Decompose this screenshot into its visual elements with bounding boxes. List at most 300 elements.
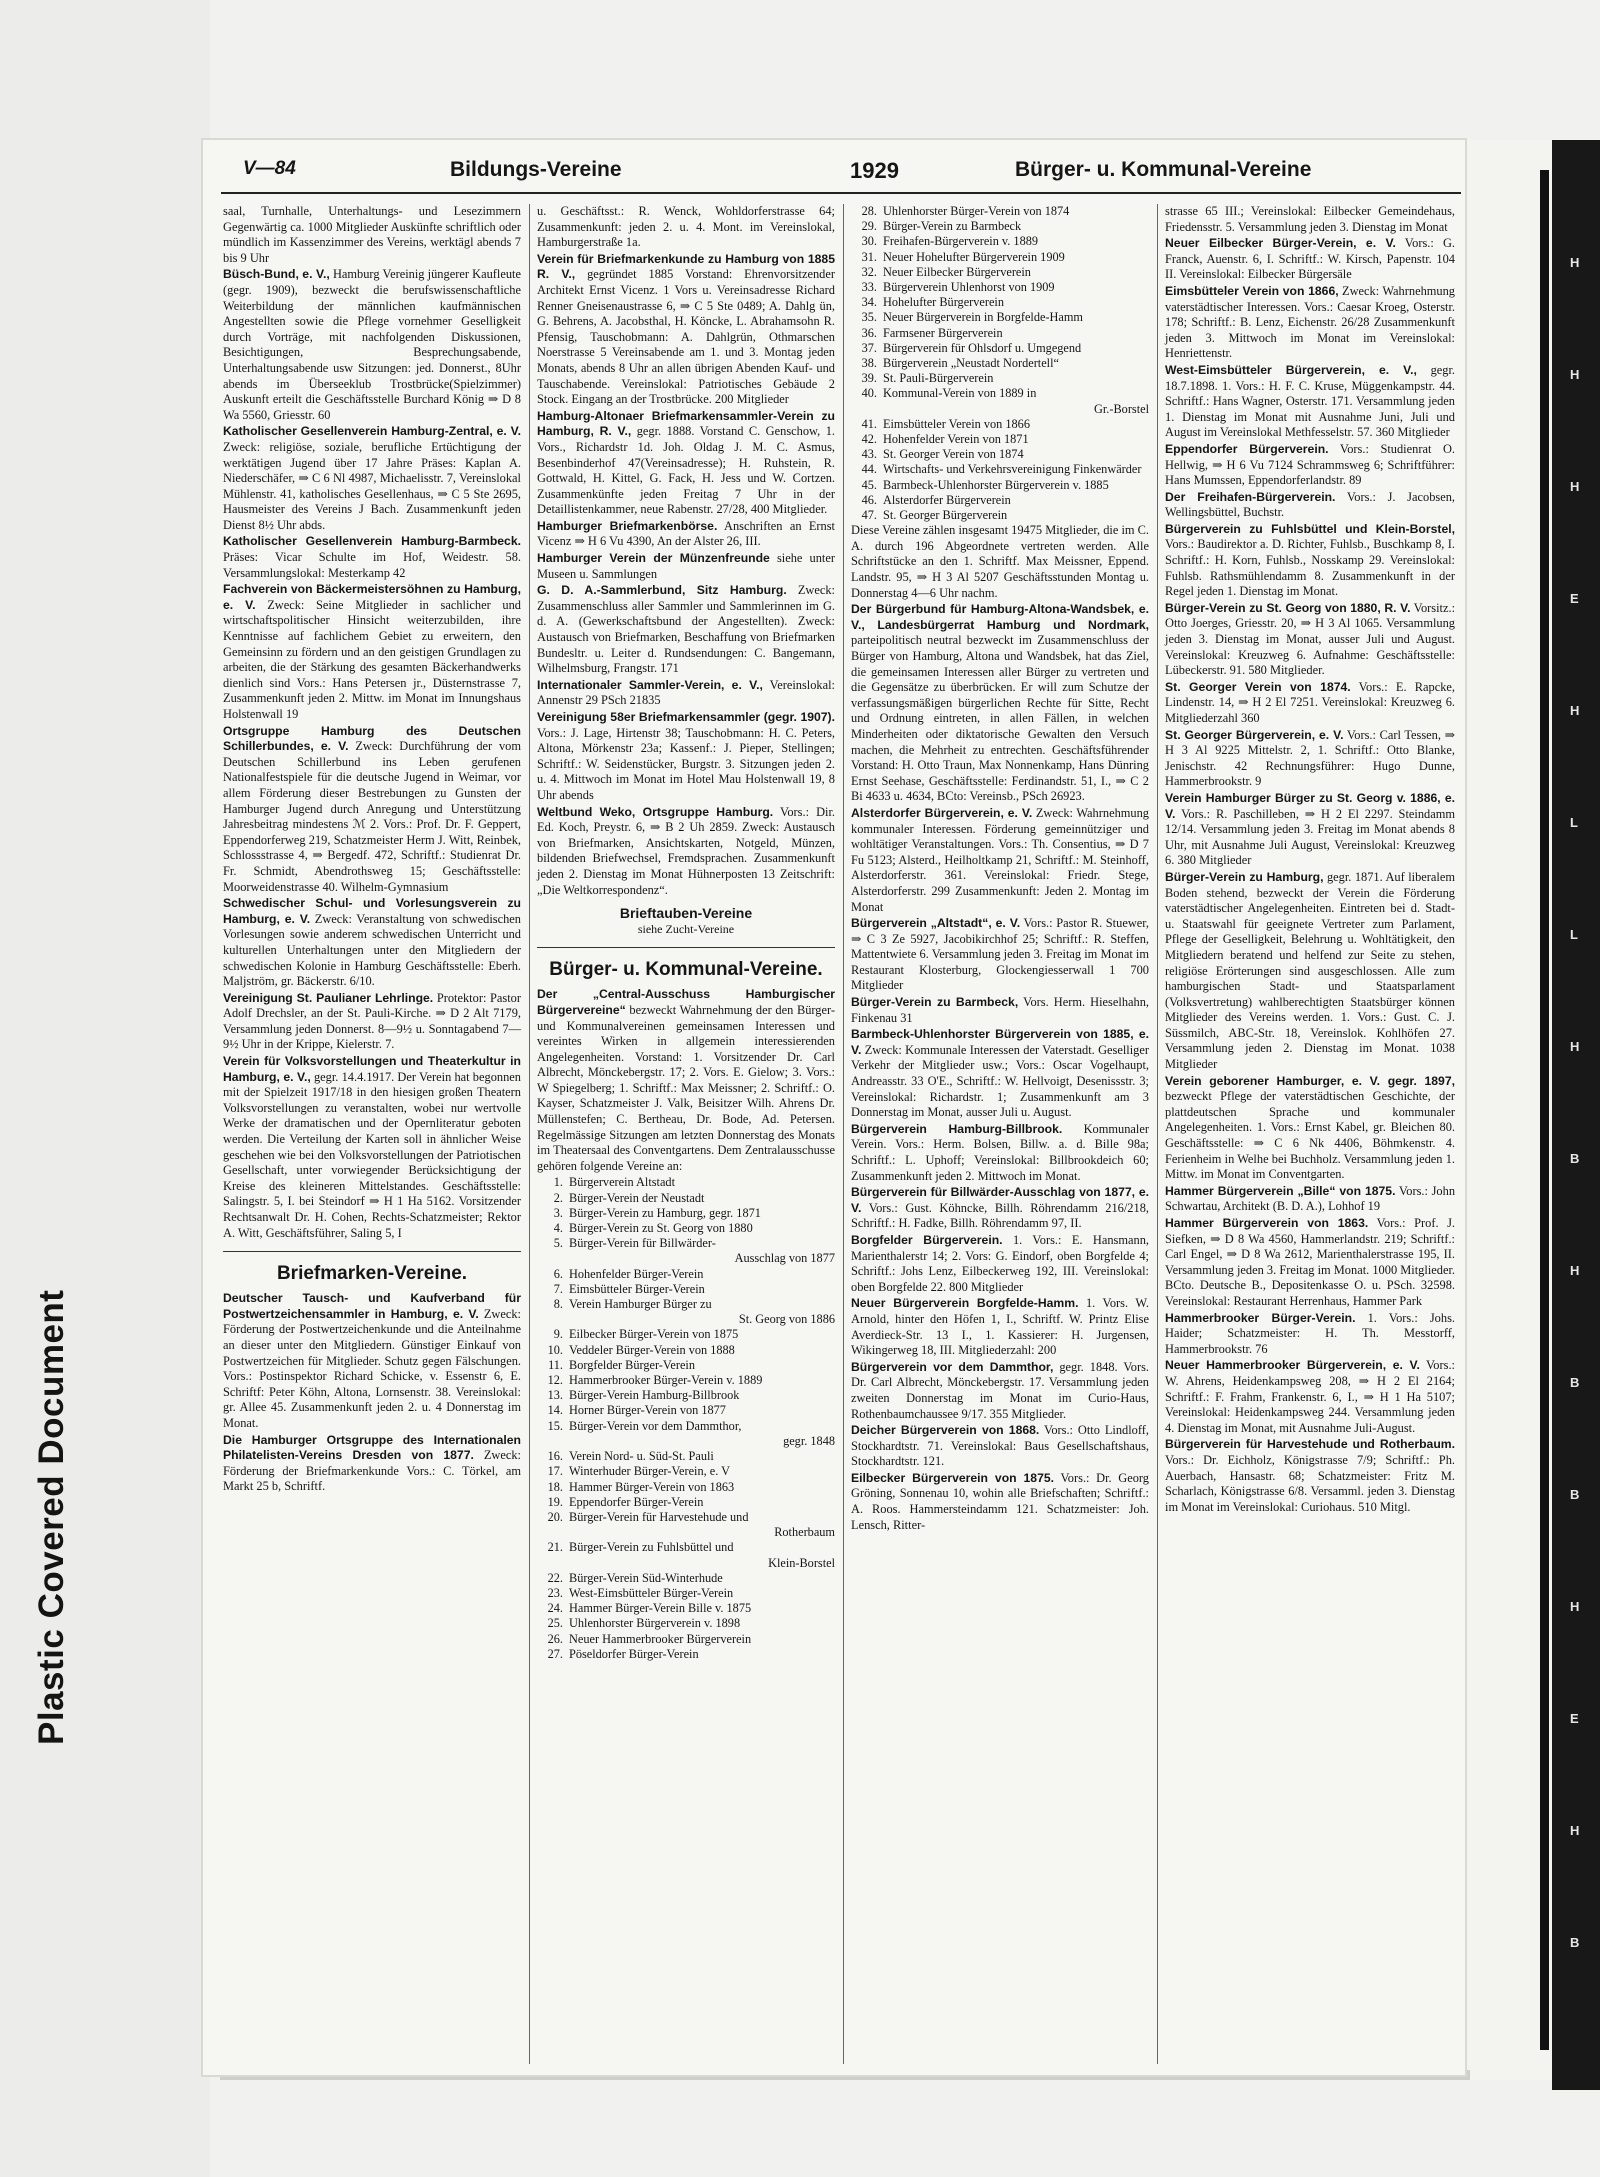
entry-name: Vereinigung St. Paulianer Lehrlinge. bbox=[223, 990, 434, 1005]
member-number bbox=[851, 402, 883, 417]
entry-text: bezweckt Pflege der vaterstädtischen Geschichte, der plattdeutschen Sprache und kommunaler Angelegenheiten. 1. Vors.: Ernst Kabel, gr. Bleichen 80. Geschäftsstelle: ⇒ C 6 Nk 4406, Böhmkenstr. 4. Ferienheim in Welhe bei Buchholz. Versammlung jeden 1. Mittw. im Monat im Conventgarten. bbox=[1165, 1089, 1455, 1182]
member-name: Eimsbütteler Bürger-Verein bbox=[569, 1281, 705, 1296]
member-list-item bbox=[537, 1358, 835, 1373]
entry-name: Deicher Bürgerverein von 1868. bbox=[851, 1423, 1040, 1438]
entry-text: Zweck: Durchführung der vom Deutschen Schillerbund ins Leben gerufenen Nationalfestspiele für die deutsche Jugend in Weimar, vor allem Förderung dieser Bestrebungen zu Gunsten der Hamburger Jugend durch Anregung und Unterstützung Jahresbeitrag mindestens ℳ 2. Vors.: Prof. Dr. F. Geppert, Eppendorferweg 219, Schatzmeister Herm J. Witt, Reinbek, Schlossstrasse 4, ⇒ Bergedf. 472, Schriftf.: Studienrat Dr. Fr. Schmidt, Abendrothsweg 15; Geschäftsstelle: Moorweidenstrasse 40. Wilhelm-Gymnasium bbox=[223, 739, 521, 894]
member-number: 20. bbox=[547, 1509, 563, 1524]
member-number: 19. bbox=[547, 1494, 563, 1509]
member-number: 33. bbox=[861, 280, 877, 295]
edge-letter: L bbox=[1570, 815, 1578, 830]
directory-entry bbox=[537, 583, 835, 677]
entry-name: Internationaler Sammler-Verein, e. V., bbox=[537, 677, 763, 692]
entry-text: siehe unter Museen u. Sammlungen bbox=[537, 551, 836, 581]
member-list-item bbox=[537, 1495, 835, 1510]
member-name: St. Georger Verein von 1874 bbox=[883, 447, 1024, 462]
entry-text: Zweck: Förderung der Briefmarkenkunde Vors.: C. Törkel, am Markt 25 b, Schriftf. bbox=[223, 1448, 521, 1494]
member-number: 6. bbox=[553, 1266, 563, 1281]
member-list-item bbox=[851, 371, 1149, 386]
member-number: 34. bbox=[861, 295, 877, 310]
column-3 bbox=[851, 204, 1149, 1534]
entry-text: Zweck: Förderung der Postwertzeichenkunde und die Anteilnahme an dieser unter den Mitgliedern. Günstiger Einkauf von Postwertzeichen für Mitglieder. Schutz gegen Fälschungen. Vors.: Postinspektor Richard Schicke, v. Essenstr 6, E. Schriftf: Peter Köhn, Altona, Lornsenstr. 38. Vereinslokal: gr. Allee 45. Zusammenkunft jeden 2. u. 4 Donnerstag im Monat. bbox=[223, 1306, 521, 1430]
member-number: 32. bbox=[861, 264, 877, 279]
member-name: Bürgerverein Uhlenhorst von 1909 bbox=[883, 280, 1055, 295]
member-list-item bbox=[851, 204, 1149, 219]
entry-text: Vors. Herm. Hieselhahn, Finkenau 31 bbox=[851, 995, 1150, 1025]
directory-entry bbox=[1165, 1184, 1455, 1215]
member-name: Bürger-Verein der Neustadt bbox=[569, 1190, 705, 1205]
member-list-item bbox=[537, 1586, 835, 1601]
entry-text: 1. Vors.: Johs. Haider; Schatzmeister: H. Th. Messtorff, Hammerbrookstr. 76 bbox=[1165, 1310, 1455, 1356]
header-rule bbox=[221, 192, 1461, 194]
member-list-item bbox=[537, 1647, 835, 1662]
member-number: 39. bbox=[861, 371, 877, 386]
entry-text: Vors.: Pastor R. Stuewer, ⇒ C 3 Ze 5927, Jacobikirchhof 25; Schriftf.: R. Steffen, Mattentwiete 6. Versammlung jeden 3. Freitag im Monat im Restaurant Klosterburg, Glockengiesserwall 1 700 Mitglieder bbox=[851, 916, 1149, 993]
member-name: Hohelufter Bürgerverein bbox=[883, 295, 1004, 310]
entry-text: Vors.: Otto Lindloff, Stockhardtstr. 71. Vereinslokal: Baus Gesellschaftshaus, Stockhardtstr. 121. bbox=[851, 1423, 1149, 1469]
column-rule bbox=[529, 204, 530, 2064]
entry-text: Vors.: Dr. Eichholz, Königstrasse 7/9; Schriftf.: Ph. Auerbach, Hansastr. 68; Schatzmeister: Fritz M. Scharlach, Königstrasse 6/8. Versamml. jeden 3. Dienstag im Monat im Vereinslokal: Curiohaus. 510 Mitgl. bbox=[1165, 1452, 1455, 1514]
member-list-item bbox=[537, 1510, 835, 1525]
member-number bbox=[537, 1434, 569, 1449]
member-name: Veddeler Bürger-Verein von 1888 bbox=[569, 1342, 735, 1357]
entry-text: Protektor: Pastor Adolf Drechsler, an der St. Pauli-Kirche. ⇒ D 2 Alt 7179, Versammlung jeden Donnerst. 8—9½ u. Sonntagabend 7—9½ Uhr in der Krippe, Kielerstr. 7. bbox=[223, 990, 521, 1052]
entry-text: Vors.: G. Franck, Auenstr. 6, I. Schriftf.: W. Kirsch, Papenstr. 104 II. Vereinslokal: Eilbecker Bürgersäle bbox=[1165, 236, 1455, 282]
member-name: Verein Nord- u. Süd-St. Pauli bbox=[569, 1449, 714, 1464]
entry-name: Neuer Hammerbrooker Bürgerverein, e. V. bbox=[1165, 1358, 1420, 1373]
member-number: 18. bbox=[547, 1479, 563, 1494]
member-name: Winterhuder Bürger-Verein, e. V bbox=[569, 1464, 730, 1479]
member-name: Bürger-Verein zu Hamburg, gegr. 1871 bbox=[569, 1205, 761, 1220]
member-list-item bbox=[851, 310, 1149, 325]
directory-entry bbox=[851, 1296, 1149, 1358]
member-number: 5. bbox=[553, 1236, 563, 1251]
entry-name: Hamburger Briefmarkenbörse. bbox=[537, 518, 718, 533]
entry-text: Zweck: religiöse, soziale, berufliche Ertüchtigung der werktätigen Jugend über 17 Jahre Präses: Kaplan A. Niederschäfer, ⇒ C 6 Nl 4987, Michaelisstr. 7, Vereinslokal Mühlenstr. 41, katholisches Gesellenhaus, ⇒ C 5 Ste 2695, Hausmeister des Vereins J Bach. Zusammenkunft jeden Dienst 8½ Uhr abds. bbox=[223, 439, 521, 532]
member-list-item bbox=[537, 1297, 835, 1312]
member-name: Barmbeck-Uhlenhorster Bürgerverein v. 1885 bbox=[883, 477, 1109, 492]
entry-text: Vors.: J. Jacobsen, Wellingsbüttel, Buchstr. bbox=[1165, 489, 1456, 520]
edge-letter: H bbox=[1570, 703, 1580, 718]
member-name: Eppendorfer Bürger-Verein bbox=[569, 1494, 704, 1509]
directory-entry bbox=[851, 1027, 1149, 1121]
member-name: St. Georger Bürgerverein bbox=[883, 508, 1008, 523]
member-number: 1. bbox=[553, 1175, 563, 1190]
member-list-item bbox=[537, 1601, 835, 1616]
member-name: Bürger-Verein Süd-Winterhude bbox=[569, 1570, 723, 1585]
entry-text: Anschriften an Ernst Vicenz ⇒ H 6 Vu 4390, An der Alster 26, III. bbox=[537, 518, 835, 549]
entry-text: gegr. 1888. Vorstand C. Genschow, 1. Vors., Richardstr 1d. Joh. Oldag J. M. C. Asmus, Besenbinderhof 47(Vereinsadresse); H. Ruhstein, R. Gottwald, H. Kittel, G. Fack, H. Jess und W. Cortzen. Zusammenkünfte jeden Freitag 7 Uhr in der Detaillistenkammer, neue Rabenstr. 27/28, 400 Mitglieder. bbox=[537, 424, 835, 517]
member-number: 45. bbox=[861, 477, 877, 492]
member-list-item bbox=[537, 1434, 835, 1449]
entry-text: 1. Vors. W. Arnold, hinter den Höfen 1, I., Schriftf. W. Printz Elise Averdieck-Str. 13 I., 1. Kassierer: H. Jurgensen, Wikingerweg 18, III. Mitgliederzahl: 200 bbox=[851, 1296, 1149, 1358]
member-number: 28. bbox=[861, 204, 877, 218]
directory-entry bbox=[1165, 870, 1455, 1073]
member-list-item bbox=[851, 432, 1149, 447]
directory-entry bbox=[1165, 363, 1455, 441]
directory-entry bbox=[1165, 791, 1455, 869]
edge-letter: B bbox=[1570, 1151, 1580, 1166]
member-number: 22. bbox=[547, 1570, 563, 1585]
directory-entry bbox=[537, 678, 835, 709]
entry-name: Bürgerverein für Harvestehude und Rotherbaum. bbox=[1165, 1437, 1455, 1452]
member-name: Eimsbütteler Verein von 1866 bbox=[883, 416, 1030, 431]
entry-name: Der „Central-Ausschuss Hamburgischer Bürgervereine“ bbox=[537, 987, 835, 1017]
edge-letter: H bbox=[1570, 255, 1580, 270]
member-list-item bbox=[537, 1327, 835, 1342]
entry-name: Deutscher Tausch- und Kaufverband für Postwertzeichensammler in Hamburg, e. V. bbox=[223, 1291, 521, 1321]
entry-text: Zweck: Zusammenschluss aller Sammler und Sammlerinnen im G. d. A. (Gewerkschaftsbund der Angestellten). Zweck: Austausch von Briefmarken, Beschaffung von Briefmarken Bundesltr. u. Leiter d. Rundsendungen: C. Bangemann, Wilhelmsburg, Frangstr. 171 bbox=[537, 583, 835, 676]
entry-text: Vors.: J. Lage, Hirtenstr 38; Tauschobmann: H. C. Peters, Altona, Mörkenstr 23a; Kassenf.: J. Pieper, Stellingen; Schriftf.: W. Seidenstücker, Burgstr. 3. Sitzungen jeden 2. u. 4. Mittwoch im Monat im Hotel Mau Holstenwall 19, 8 Uhr abends bbox=[537, 725, 835, 802]
member-number: 27. bbox=[547, 1646, 563, 1661]
member-name: Hohenfelder Bürger-Verein bbox=[569, 1266, 704, 1281]
entry-text: Vors.: Carl Tessen, ⇒ H 3 Al 9225 Mittelstr. 2, 1. Schriftf.: Otto Blanke, Jenischstr. 42 Rechnungsführer: Hugo Dunne, Hammerbrookstr. 9 bbox=[1165, 727, 1455, 789]
directory-entry bbox=[851, 1360, 1149, 1422]
member-list-item bbox=[851, 462, 1149, 477]
directory-entry bbox=[851, 523, 1149, 601]
entry-name: Hammer Bürgerverein „Bille“ von 1875. bbox=[1165, 1183, 1396, 1198]
entry-name: Katholischer Gesellenverein Hamburg-Barmbeck. bbox=[223, 534, 521, 549]
member-name: Farmsener Bürgerverein bbox=[883, 325, 1003, 340]
member-number: 23. bbox=[547, 1585, 563, 1600]
member-list-item bbox=[851, 386, 1149, 401]
directory-entry bbox=[851, 1233, 1149, 1295]
member-name: Bürger-Verein zu Fuhlsbüttel und bbox=[569, 1540, 734, 1555]
edge-letter: L bbox=[1570, 927, 1578, 942]
member-name: St. Georg von 1886 bbox=[738, 1312, 835, 1327]
entry-text: Vors.: R. Paschilleben, ⇒ H 2 El 2297. Steindamm 12/14. Versammlung jeden 3. Freitag im Monat abends 8 Uhr, mit Ausnahme Juli August, Vereinslokal: Kreuzweg 6. 380 Mitglieder bbox=[1165, 806, 1455, 868]
entry-name: Verein geborener Hamburger, e. V. gegr. 1897, bbox=[1165, 1073, 1455, 1088]
edge-letter: H bbox=[1570, 1823, 1580, 1838]
entry-text: bezweckt Wahrnehmung der den Bürger- und Kommunalvereinen gemeinsamen Interessen und vereintes Wirken in allgemein interessierenden Angelegenheiten. Vorstand: 1. Vorsitzender Dr. Carl Albrecht, Mönckebergstr. 17; 2. Vors. E. Gielow; 3. Vors.: W Spiegelberg; 1. Schriftf.: Max Meissner; 2. Schriftf.: O. Kayser, Schatzmeister J. Valk, Beisitzer Wilh. Ahrens Dr. Müllenstefen; C. Bertheau, Dr. Bode, Ad. Petersen. Regelmässige Sitzungen am letzten Donnerstag des Monats im Theatersaal des Conventgartens. Dem Zentralausschusse gehören folgende Vereine an: bbox=[537, 1002, 835, 1173]
member-name: Alsterdorfer Bürgerverein bbox=[883, 492, 1011, 507]
binding-rule bbox=[1540, 170, 1549, 2050]
member-number: 30. bbox=[861, 234, 877, 249]
member-name: Eilbecker Bürger-Verein von 1875 bbox=[569, 1327, 739, 1342]
entry-name: Schwedischer Schul- und Vorlesungsverein zu Hamburg, e. V. bbox=[223, 896, 521, 926]
member-list-item bbox=[851, 356, 1149, 371]
member-number: 16. bbox=[547, 1449, 563, 1464]
directory-entry bbox=[1165, 1437, 1455, 1515]
member-number: 31. bbox=[861, 249, 877, 264]
member-number: 14. bbox=[547, 1403, 563, 1418]
entry-name: Barmbeck-Uhlenhorster Bürgerverein von 1885, e. V. bbox=[851, 1027, 1149, 1057]
directory-entry bbox=[851, 1471, 1149, 1533]
member-name: Neuer Hohelufter Bürgerverein 1909 bbox=[883, 249, 1065, 264]
member-number: 21. bbox=[547, 1540, 563, 1555]
member-name: Hammer Bürger-Verein Bille v. 1875 bbox=[569, 1601, 752, 1616]
member-list-item bbox=[851, 447, 1149, 462]
edge-letter: H bbox=[1570, 367, 1580, 382]
member-number: 41. bbox=[861, 416, 877, 431]
entry-name: Katholischer Gesellenverein Hamburg-Zentral, e. V. bbox=[223, 424, 521, 439]
scan-margin bbox=[0, 0, 210, 2177]
member-number: 17. bbox=[547, 1464, 563, 1479]
entry-text: 1. Vors.: E. Hansmann, Marienthalerstr 14; 2. Vors: G. Eindorf, oben Borgfelde 4; Schriftf.: Johs Lenz, Eilbeckerweg 192, III. Vereinslokal: oben Borgfelde 22. 800 Mitglieder bbox=[851, 1232, 1150, 1294]
directory-entry bbox=[1165, 680, 1455, 727]
member-name: Wirtschafts- und Verkehrsvereinigung Finkenwärder bbox=[883, 462, 1142, 477]
member-name: Hammer Bürger-Verein von 1863 bbox=[569, 1479, 735, 1494]
member-number: 36. bbox=[861, 325, 877, 340]
directory-entry bbox=[223, 267, 521, 423]
entry-text: Zweck: Veranstaltung von schwedischen Vorlesungen sowie anderem schwedischen Unterricht und kulturellen Unterhaltungen unter den Mitgliedern der schwedischen Kolonie in Hamburg Geschäftsstelle: Eberh. Maljström, gr. Bäckerstr. 6/10. bbox=[223, 911, 521, 989]
member-list-item bbox=[851, 417, 1149, 432]
directory-entry bbox=[851, 1122, 1149, 1184]
directory-entry bbox=[851, 806, 1149, 915]
edge-letter: H bbox=[1570, 479, 1580, 494]
directory-entry bbox=[223, 896, 521, 990]
member-list-item bbox=[537, 1464, 835, 1479]
column-2 bbox=[537, 204, 835, 1662]
section-heading: Bürger- u. Kommunal-Vereine. bbox=[537, 947, 835, 981]
entry-name: Büsch-Bund, e. V., bbox=[223, 267, 330, 282]
member-number: 11. bbox=[548, 1357, 563, 1372]
member-number: 4. bbox=[553, 1221, 563, 1236]
member-number: 44. bbox=[861, 462, 877, 477]
member-number: 29. bbox=[861, 219, 877, 234]
member-list-item bbox=[537, 1191, 835, 1206]
entry-text: gegründet 1885 Vorstand: Ehrenvorsitzender Architekt Ernst Vicenz. 1 Vors u. Vereinsadresse Richard Renner Gneisenaustrasse 6, ⇒ C 5 Ste 0489; A. Dahlg ün, G. Behrens, A. Jacobsthal, H. Köncke, L. Abrahamsohn R. Pfensig, Tauschobmann: A. Dahlgrün, Othmarschen Noerstrasse 5 Vereinsabende am 1. und 3. Montag jeden Monats, abends 8 Uhr an allen übrigen Abenden Kauf- und Tauschabende. Vereinslokal: Patriotisches Gebäude 2 Stock. Eingang an der Trostbrücke. 200 Mitglieder bbox=[537, 267, 835, 407]
member-list-item bbox=[851, 219, 1149, 234]
entry-text: Vors.: John Schwartau, Architekt (B. D. A.), Lohhof 19 bbox=[1165, 1183, 1456, 1214]
member-number: 38. bbox=[861, 356, 877, 371]
member-list-item bbox=[537, 1525, 835, 1540]
member-list-item bbox=[537, 1343, 835, 1358]
directory-entry bbox=[537, 204, 835, 251]
entry-name: Neuer Bürgerverein Borgfelde-Hamm. bbox=[851, 1296, 1079, 1311]
member-number: 9. bbox=[553, 1327, 563, 1342]
edge-letter: E bbox=[1570, 591, 1579, 606]
member-name: Verein Hamburger Bürger zu bbox=[569, 1297, 712, 1312]
entry-name: Hammer Bürgerverein von 1863. bbox=[1165, 1216, 1369, 1230]
member-name: Klein-Borstel bbox=[768, 1555, 835, 1570]
member-number: 42. bbox=[861, 432, 877, 447]
member-number bbox=[537, 1556, 569, 1571]
entry-text: Vors.: Gust. Köhncke, Billh. Röhrendamm 216/218, Schriftf.: H. Fadke, Billh. Röhrendamm 97, II. bbox=[851, 1200, 1149, 1231]
entry-name: Hamburger Verein der Münzenfreunde bbox=[537, 551, 770, 566]
page-ref: V—84 bbox=[243, 158, 296, 179]
member-number bbox=[537, 1251, 569, 1266]
entry-name: St. Georger Bürgerverein, e. V. bbox=[1165, 727, 1344, 742]
member-list-item bbox=[537, 1388, 835, 1403]
entry-name: Vereinigung 58er Briefmarkensammler (gegr. 1907). bbox=[537, 710, 835, 724]
entry-name: Weltbund Weko, Ortsgruppe Hamburg. bbox=[537, 804, 774, 819]
member-list-item bbox=[537, 1449, 835, 1464]
entry-name: St. Georger Verein von 1874. bbox=[1165, 679, 1351, 694]
entry-name: Verein Hamburger Bürger zu St. Georg v. 1886, e. V. bbox=[1165, 790, 1455, 821]
entry-name: Die Hamburger Ortsgruppe des Internationalen Philatelisten-Vereins Dresden von 1877. bbox=[223, 1432, 521, 1463]
member-name: Ausschlag von 1877 bbox=[734, 1251, 835, 1266]
entry-name: Bürgerverein „Altstadt“, e. V. bbox=[851, 916, 1021, 931]
directory-entry bbox=[1165, 442, 1455, 489]
entry-name: Hamburg-Altonaer Briefmarkensammler-Verein zu Hamburg, R. V., bbox=[537, 408, 835, 439]
member-name: St. Pauli-Bürgerverein bbox=[883, 371, 994, 386]
directory-entry bbox=[223, 424, 521, 533]
directory-entry bbox=[1165, 284, 1455, 362]
directory-entry bbox=[537, 710, 835, 804]
member-number bbox=[537, 1525, 569, 1540]
member-number: 15. bbox=[547, 1418, 563, 1433]
entry-name: Bürgerverein für Billwärder-Ausschlag von 1877, e. V. bbox=[851, 1185, 1149, 1215]
member-name: Bürgerverein „Neustadt Nordertell“ bbox=[883, 356, 1059, 371]
entry-name: G. D. A.-Sammlerbund, Sitz Hamburg. bbox=[537, 583, 787, 598]
member-number: 13. bbox=[547, 1388, 563, 1403]
directory-entry bbox=[1165, 1358, 1455, 1436]
member-name: Bürger-Verein vor dem Dammthor, bbox=[569, 1418, 742, 1433]
directory-entry bbox=[537, 551, 835, 582]
cross-reference: siehe Zucht-Vereine bbox=[637, 921, 735, 936]
member-list-item bbox=[851, 493, 1149, 508]
member-number: 8. bbox=[553, 1297, 563, 1312]
edge-letter: H bbox=[1570, 1039, 1580, 1054]
directory-entry bbox=[1165, 601, 1455, 679]
directory-entry bbox=[223, 582, 521, 722]
entry-text: Kommunaler Verein. Vors.: Herm. Bolsen, Billw. a. d. Bille 98a; Schriftf.: L. Uphoff; Vereinslokal: Billbrookdeich 60; Zusammenkunft jeden 2. Mittwoch im Monat. bbox=[851, 1121, 1149, 1183]
entry-name: Borgfelder Bürgerverein. bbox=[851, 1232, 1003, 1247]
member-number: 26. bbox=[547, 1631, 563, 1646]
member-list-item bbox=[537, 1175, 835, 1190]
member-name: Bürgerverein Altstadt bbox=[569, 1175, 675, 1190]
page-header bbox=[215, 158, 1465, 192]
member-list-item bbox=[851, 508, 1149, 523]
member-name: West-Eimsbütteler Bürger-Verein bbox=[569, 1585, 734, 1600]
member-name: Rotherbaum bbox=[774, 1525, 835, 1540]
member-list-item bbox=[537, 1282, 835, 1297]
member-number: 7. bbox=[553, 1281, 563, 1296]
directory-entry bbox=[223, 1433, 521, 1495]
entry-text: Vors.: Dr. Georg Gröning, Sonnenau 10, wohin alle Briefschaften; Schriftf.: A. Roos. Hammersteindamm 121. Schatzmeister: Joh. Lensch, Ritter- bbox=[851, 1470, 1149, 1532]
member-list-item bbox=[537, 1267, 835, 1282]
directory-page bbox=[203, 140, 1465, 2075]
member-name: Bürger-Verein für Billwärder- bbox=[569, 1236, 716, 1251]
entry-text: Zweck: Kommunale Interessen der Vaterstadt. Geselliger Verkehr der Mitglieder usw.; Vors.: Oscar Vogelhaupt, Andreasstr. 33 O'E., Schriftf.: W. Hellvoigt, Desenissstr. 3; Vereinslokal: Richardstr. 1; Zusammenkunft am 3 Donnerstag im Monat, ausser Juli u. August. bbox=[851, 1042, 1149, 1120]
edge-letter: E bbox=[1570, 1711, 1579, 1726]
directory-entry bbox=[851, 602, 1149, 805]
entry-text: Hamburg Vereinig jüngerer Kaufleute (gegr. 1909), bezweckt die berufswissenschaftliche Weiterbildung der männlichen kaufmännischen Angestellten sowie die Pflege vornehmer Geselligkeit durch Vorträge, mit nachfolgenden Diskussionen, Besichtigungen, Besprechungsabende, Unterhaltungsabende usw Sitzungen: jed. Donnerst., 8Uhr abends im Überseeklub Trostbrücke(Spielzimmer) Auskunft erteilt die Geschäftsstelle Burchard König ⇒ D 8 Wa 5560, Griesstr. 60 bbox=[223, 267, 521, 422]
directory-entry bbox=[851, 916, 1149, 994]
entry-name: Eilbecker Bürgerverein von 1875. bbox=[851, 1470, 1055, 1485]
directory-entry bbox=[537, 805, 835, 899]
entry-text: Zweck: Wahrnehmung kommunaler Interessen. Förderung gemeinnütziger und wohltätiger Veranstaltungen. Vors.: Th. Consentius, ⇒ D 7 Fu 5123; Alsterd., Heilholtkamp 21, Schriftf.: M. Steinhoff, Alsterdorferstr. 361. Vereinslokal: Friedr. Stege, Alsterdorferstr. 299 Zusammenkunft: Jeden 2. Montag im Monat bbox=[851, 805, 1149, 914]
directory-entry bbox=[1165, 204, 1455, 235]
entry-text: u. Geschäftsst.: R. Wenck, Wohldorferstrasse 64; Zusammenkunft: jeden 2. u. 4. Mont. im Vereinslokal, Hamburgerstraße 1a. bbox=[537, 204, 835, 250]
member-list-item bbox=[851, 295, 1149, 310]
entry-text: gegr. 1848. Vors. Dr. Carl Albrecht, Mönckebergstr. 17. Versammlung jeden zweiten Donnerstag im Monat im Curio-Haus, Rothenbaumchaussee 9/17. 355 Mitglieder. bbox=[851, 1359, 1149, 1421]
member-list bbox=[537, 1175, 835, 1662]
member-name: gegr. 1848 bbox=[783, 1433, 835, 1448]
member-number: 3. bbox=[553, 1205, 563, 1220]
member-list-item bbox=[851, 250, 1149, 265]
entry-text: Diese Vereine zählen insgesamt 19475 Mitglieder, die im C. A. durch 196 Abgeordnete vertreten werden. Alle Schriftstücke an den 1. Schriftf. Max Meissner, Eppend. Landstr. 95, ⇒ H 3 Al 5207 Geschäftsstunden Montag u. Donnerstag 4—6 Uhr nachm. bbox=[851, 523, 1149, 600]
member-name: Hohenfelder Verein von 1871 bbox=[883, 432, 1029, 447]
member-list-item bbox=[851, 234, 1149, 249]
directory-entry bbox=[1165, 236, 1455, 283]
entry-text: Vors.: Studienrat O. Hellwig, ⇒ H 6 Vu 7124 Schrammsweg 6; Schriftführer: Hans Mumssen, Eppendorferlandstr. 89 bbox=[1165, 441, 1455, 488]
directory-entry bbox=[1165, 522, 1455, 600]
entry-text: Vereinslokal: Annenstr 29 PSch 21835 bbox=[537, 677, 836, 708]
entry-name: Bürgerverein Hamburg-Billbrook. bbox=[851, 1121, 1063, 1136]
entry-text: Vors.: E. Rapcke, Lindenstr. 14, ⇒ H 2 El 7251. Vereinslokal: Kreuzweg 6. Mitgliederzahl 360 bbox=[1165, 679, 1456, 725]
entry-name: Bürger-Verein zu Barmbeck, bbox=[851, 995, 1019, 1010]
member-list-item bbox=[851, 402, 1149, 417]
member-list-item bbox=[851, 280, 1149, 295]
entry-text: parteipolitisch neutral bezweckt im Zusammenschluss der Bürger von Hamburg, Altona und Wandsbek, hat das Ziel, die gemeinsamen Interessen aller Bürger zu vertreten und die Gegensätze zu überbrücken. Er will zum Schutze der verfassungsmäßigen bürgerlichen Rechte für Sitte, Recht und Ordnung eintreten, in allen Fällen, in welchen Minderheiten oder diktatorische Gewalten den Versuch machen, die Mehrheit zu entrechten. Geschäftsführender Vorstand: H. Otto Traun, Max Nonnenkamp, Hans Dünring Ernst Seehase, Geschäftsstelle: Ferdinandstr. 51, I., ⇒ C 2 Bi 4633 u. 4634, BCto: Vereinsb., PSch 26923. bbox=[851, 633, 1149, 804]
directory-entry bbox=[223, 204, 521, 266]
directory-entry bbox=[851, 1423, 1149, 1470]
entry-name: Alsterdorfer Bürgerverein, e. V. bbox=[851, 805, 1033, 820]
section-heading: Briefmarken-Vereine. bbox=[223, 1251, 521, 1285]
member-list-item bbox=[537, 1373, 835, 1388]
directory-entry bbox=[537, 987, 835, 1174]
member-name: Bürger-Verein für Harvestehude und bbox=[569, 1509, 749, 1524]
member-list-item bbox=[537, 1221, 835, 1236]
directory-entry bbox=[1165, 1074, 1455, 1183]
member-name: Bürger-Verein Hamburg-Billbrook bbox=[569, 1388, 740, 1403]
member-name: Gr.-Borstel bbox=[1094, 401, 1149, 416]
member-list-item bbox=[537, 1206, 835, 1221]
member-name: Bürger-Verein zu Barmbeck bbox=[883, 219, 1022, 234]
directory-entry bbox=[537, 252, 835, 408]
edge-letter: H bbox=[1570, 1599, 1580, 1614]
directory-entry bbox=[223, 1054, 521, 1241]
entry-text: gegr. 1871. Auf liberalem Boden stehend, bezweckt der Verein die Förderung vaterstädtischer Angelegenheiten. Eintreten bei d. Stadt- u. Staatswahl für geeignete Vertreter zum Parlament, Pflege der Geselligkeit, Belehrung u. Wohltätigkeit, den Mitgliedern beratend und helfend zur Seite zu stehen, religiöse Erörterungen sind ausgeschlossen. Alle zum hamburgischen Stadt- und Staatsparlament (Volksvertretung) wahlberechtigten Staatsbürger können Mitglieder des Vereins werden. 1. Vors.: Gust. C. J. Süssmilch, ABC-Str. 18, Vereinslok. Kohlhöfen 27. Versammlung jeden 2. Dienstag im Monat. 1038 Mitglieder bbox=[1165, 869, 1455, 1072]
spine-label: Plastic Covered Document bbox=[32, 1289, 71, 1745]
member-list-item bbox=[537, 1236, 835, 1251]
directory-entry bbox=[223, 991, 521, 1053]
directory-entry bbox=[851, 995, 1149, 1026]
binding-edge bbox=[1552, 140, 1600, 2090]
entry-name: Bürgerverein vor dem Dammthor, bbox=[851, 1359, 1054, 1374]
member-list-item bbox=[537, 1251, 835, 1266]
directory-entry bbox=[537, 519, 835, 550]
member-number: 25. bbox=[547, 1616, 563, 1631]
entry-name: Fachverein von Bäckermeistersöhnen zu Hamburg, e. V. bbox=[223, 582, 521, 612]
directory-entry bbox=[223, 1291, 521, 1431]
edge-letter: H bbox=[1570, 1263, 1580, 1278]
member-number: 12. bbox=[547, 1373, 563, 1388]
year: 1929 bbox=[850, 158, 899, 183]
entry-text: gegr. 14.4.1917. Der Verein hat begonnen mit der Spielzeit 1917/18 in den hiesigen großen Theatern Volksvorstellungen zu veranstalten, wobei nur wertvolle Werke der dramatischen und der Opernliteratur geboten werden. Die Verteilung der Karten soll in ähnlicher Weise geschehen wie bei den Volksvorstellungen der Patriotischen Gesellschaft, unter vorwiegender Berücksichtigung der Kreise des kleineren Mittelstandes. Geschäftsstelle: Salingstr. 5, I. bei Steindorf ⇒ H 1 Ha 5162. Vorsitzender Rechtsanwalt Dr. H. Cohen, Rechts-Schatzmeister; Rektor A. Witt, Geschäftsführer, Saling 5, I bbox=[223, 1069, 521, 1240]
member-list-item bbox=[537, 1616, 835, 1631]
member-name: Hammerbrooker Bürger-Verein v. 1889 bbox=[569, 1373, 763, 1388]
directory-entry bbox=[1165, 490, 1455, 521]
member-number: 24. bbox=[547, 1601, 563, 1616]
member-number: 2. bbox=[553, 1190, 563, 1205]
member-list-item bbox=[537, 1540, 835, 1555]
directory-entry bbox=[1165, 1311, 1455, 1358]
member-list-item bbox=[537, 1403, 835, 1418]
left-running-title: Bildungs-Vereine bbox=[450, 158, 622, 181]
entry-name: Der Freihafen-Bürgerverein. bbox=[1165, 489, 1336, 504]
member-number: 47. bbox=[861, 508, 877, 523]
member-list-item bbox=[537, 1419, 835, 1434]
entry-name: Bürger-Verein zu St. Georg von 1880, R. V. bbox=[1165, 600, 1411, 615]
member-list-item bbox=[537, 1480, 835, 1495]
entry-text: Präses: Vicar Schulte im Hof, Weidestr. 58. Versammlungslokal: Mesterkamp 42 bbox=[223, 550, 521, 580]
entry-text: saal, Turnhalle, Unterhaltungs- und Lesezimmern Gegenwärtig ca. 1000 Mitglieder Auskünfte schriftlich oder mündlich im Kassenzimmer des Vereins, werktägl abends 7 bis 9 Uhr bbox=[223, 204, 521, 265]
edge-letter: B bbox=[1570, 1935, 1580, 1950]
entry-text: Zweck: Seine Mitglieder in sachlicher und wirtschaftspolitischer Hinsicht weiterzubilden, ihre Kenntnisse auf fachlichem Gebiet zu erweitern, den Gemeinsinn zu fördern und an den geistigen Grundlagen zu arbeiten, die der Stärkung des gesamten Bäckerhandwerks dienlich sind Vors.: Hans Petersen jr., Düsternstrasse 7, Zusammenkunft jeden 2. Mittw. im Monat im Innungshaus Holstenwall 19 bbox=[223, 597, 521, 721]
member-name: Borgfelder Bürger-Verein bbox=[569, 1357, 695, 1372]
member-name: Horner Bürger-Verein von 1877 bbox=[569, 1403, 726, 1418]
edge-letter: B bbox=[1570, 1375, 1580, 1390]
member-list-item bbox=[537, 1556, 835, 1571]
member-number: 43. bbox=[861, 447, 877, 462]
entry-text: Vors.: Dir. Ed. Koch, Preystr. 6, ⇒ B 2 Uh 2859. Zweck: Austausch von Briefmarken, Ansichtskarten, Notgeld, Münzen, bildenden Briefwechsel, Fremdsprachen. Zusammenkunft jeden 2. Dienstag im Monat Hühnerposten 13 Zeitschrift: „Die Weltkorrespondenz“. bbox=[537, 804, 836, 897]
entry-name: Neuer Eilbecker Bürger-Verein, e. V. bbox=[1165, 236, 1396, 251]
member-list bbox=[851, 204, 1149, 523]
entry-text: Vors.: Prof. J. Siefken, ⇒ D 8 Wa 4560, Hammerlandstr. 219; Schriftf.: Carl Engel, ⇒ D 8 Wa 2612, Marienthalerstrasse 195, II. Versammlung jeden 3. Freitag im Monat. 1000 Mitglieder. BCto. Deutsche B., Depositenkasse O. u. PSch. 32598. Vereinslokal: Restaurant Herrenhaus, Hammer Park bbox=[1165, 1216, 1456, 1308]
entry-text: Vors.: W. Ahrens, Heidenkampsweg 208, ⇒ H 2 El 2164; Schriftf.: F. Frahm, Frankenstr. 6, I., ⇒ H 1 Ha 5107; Vereinslokal: Heidenkampsweg 244. Versammlung jeden 4. Dienstag im Monat, mit Ausnahme Juli-August. bbox=[1165, 1358, 1455, 1435]
